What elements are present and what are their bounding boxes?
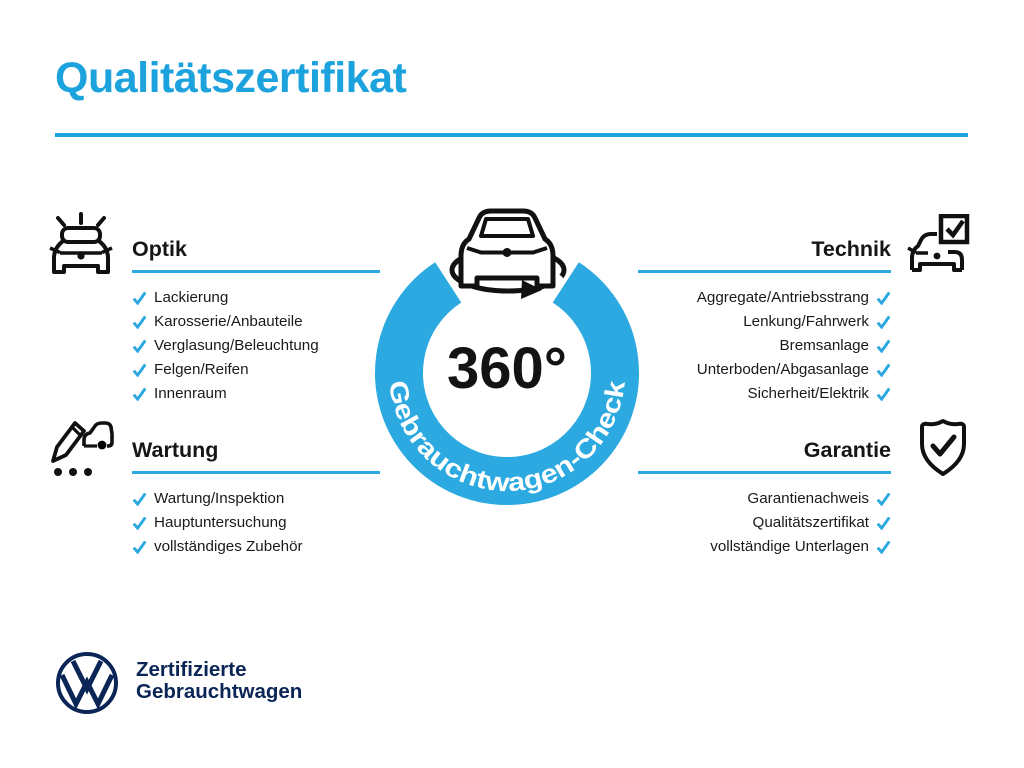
- checklist-item-label: Lenkung/Fahrwerk: [743, 313, 869, 330]
- 360-check-badge: [365, 192, 650, 512]
- checklist-optik: [132, 286, 380, 406]
- checklist-item: [638, 358, 891, 382]
- check-icon: [132, 315, 147, 329]
- check-icon: [876, 291, 891, 305]
- check-icon: [876, 492, 891, 506]
- checklist-item-label: Hauptuntersuchung: [154, 514, 287, 531]
- checklist-wartung: [132, 487, 380, 559]
- section-wartung: [132, 440, 380, 559]
- checklist-item-label: Garantienachweis: [747, 490, 869, 507]
- checklist-item-label: Bremsanlage: [779, 337, 869, 354]
- check-icon: [876, 315, 891, 329]
- check-icon: [876, 339, 891, 353]
- checklist-item: [132, 535, 380, 559]
- check-icon: [132, 387, 147, 401]
- checklist-technik: [638, 286, 891, 406]
- check-icon: [876, 363, 891, 377]
- checklist-item: [638, 487, 891, 511]
- check-icon: [132, 516, 147, 530]
- checklist-item-label: Lackierung: [154, 289, 229, 306]
- check-icon: [876, 387, 891, 401]
- checklist-item-label: Aggregate/Antriebsstrang: [696, 289, 869, 306]
- car-checkbox-icon: [904, 214, 970, 272]
- degree-value: 360°: [447, 336, 567, 401]
- check-icon: [132, 540, 147, 554]
- checklist-item: [132, 310, 380, 334]
- checklist-item: [638, 535, 891, 559]
- checklist-garantie: [638, 487, 891, 559]
- checklist-item-label: Qualitätszertifikat: [752, 514, 869, 531]
- checklist-item-label: Karosserie/Anbauteile: [154, 313, 303, 330]
- check-icon: [876, 516, 891, 530]
- section-title-garantie: Garantie: [638, 440, 891, 474]
- checklist-item-label: Wartung/Inspektion: [154, 490, 285, 507]
- section-title-technik: Technik: [638, 239, 891, 273]
- checklist-item: [132, 334, 380, 358]
- section-technik: [638, 239, 891, 406]
- checklist-item: [132, 487, 380, 511]
- section-optik: [132, 239, 380, 406]
- checklist-item-label: Innenraum: [154, 385, 227, 402]
- checklist-item: [132, 511, 380, 535]
- footer-brand-text: [136, 659, 302, 703]
- checklist-item-label: Verglasung/Beleuchtung: [154, 337, 319, 354]
- section-garantie: [638, 440, 891, 559]
- check-icon: [132, 492, 147, 506]
- checklist-item-label: Unterboden/Abgasanlage: [696, 361, 869, 378]
- shield-check-icon: [917, 417, 969, 479]
- section-title-wartung: Wartung: [132, 440, 380, 474]
- checklist-item: [638, 511, 891, 535]
- car-shine-icon: [46, 210, 116, 278]
- footer-line2: Gebrauchtwagen: [136, 680, 303, 703]
- checklist-item: [638, 382, 891, 406]
- checklist-item: [132, 382, 380, 406]
- checklist-item-label: Sicherheit/Elektrik: [747, 385, 869, 402]
- checklist-item: [132, 358, 380, 382]
- checklist-item-label: Felgen/Reifen: [154, 361, 249, 378]
- checklist-item-label: vollständiges Zubehör: [154, 538, 303, 555]
- title-divider: [55, 133, 968, 137]
- checklist-item-label: vollständige Unterlagen: [710, 538, 869, 555]
- check-icon: [132, 363, 147, 377]
- checklist-item: [638, 334, 891, 358]
- checklist-item: [638, 286, 891, 310]
- checklist-item: [132, 286, 380, 310]
- checklist-item: [638, 310, 891, 334]
- vw-logo: [55, 651, 119, 715]
- pencil-car-icon: [46, 414, 116, 482]
- car-rotate-icon: [452, 211, 564, 299]
- check-icon: [132, 339, 147, 353]
- page-title: Qualitätszertifikat: [55, 54, 407, 102]
- section-title-optik: Optik: [132, 239, 380, 273]
- ring-label: Gebrauchtwagen-Check: [382, 378, 631, 498]
- footer-line1: Zertifizierte: [136, 658, 247, 681]
- check-icon: [876, 540, 891, 554]
- check-icon: [132, 291, 147, 305]
